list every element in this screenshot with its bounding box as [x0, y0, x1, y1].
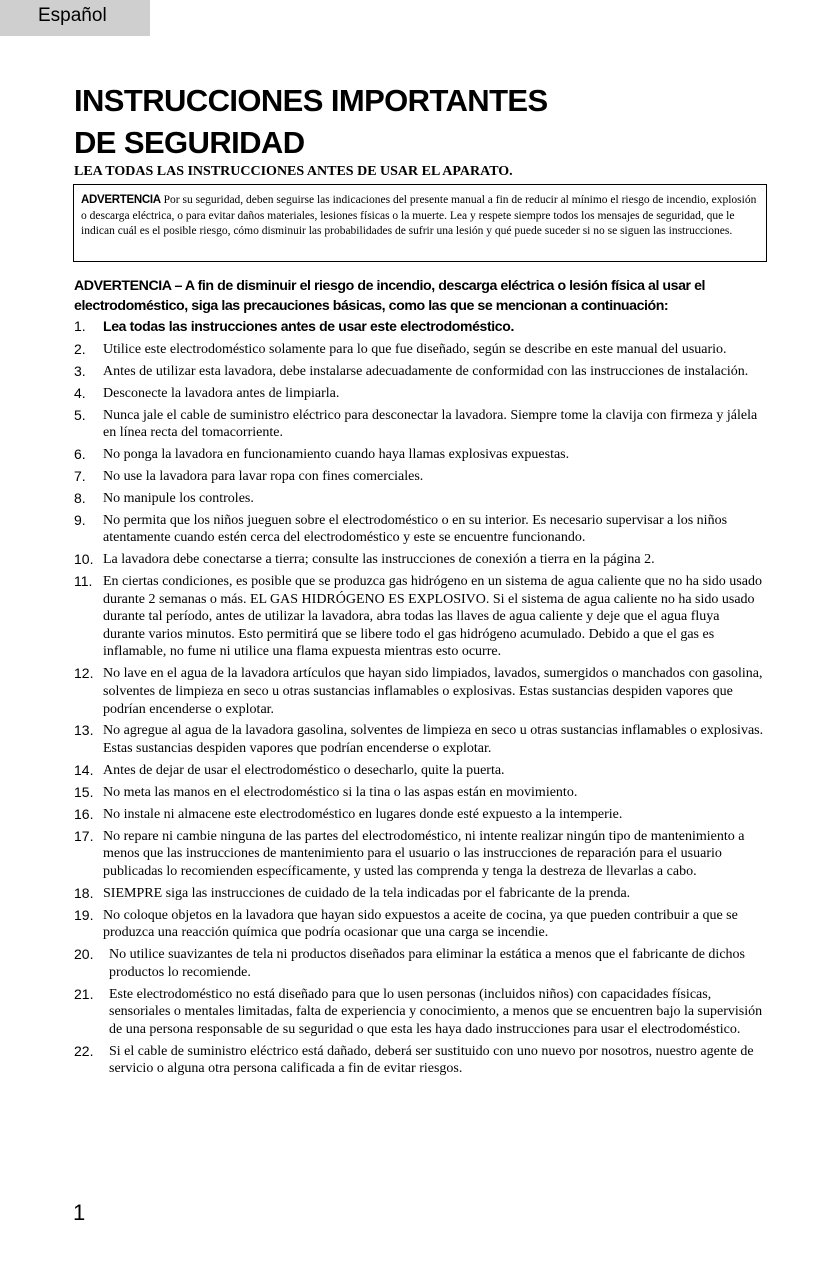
- list-item-text: SIEMPRE siga las instrucciones de cuidado de la tela indicadas por el fabricante de la prenda.: [103, 885, 631, 901]
- page-number: 1: [73, 1200, 86, 1225]
- list-item-text: La lavadora debe conectarse a tierra; consulte las instrucciones de conexión a tierra en la página 2.: [103, 552, 655, 568]
- warning-box: [73, 184, 767, 262]
- list-item-text: No use la lavadora para lavar ropa con fines comerciales.: [103, 468, 424, 484]
- list-item-text: No repare ni cambie ninguna de las partes del electrodoméstico, ni intente realizar ningún tipo de mantenimiento a menos que las instrucciones de mantenimiento para el usuario o las instrucciones de reparación para el usuario publicadas lo recomienden específicamente, y usted las comprenda y tenga la destreza de llevarlas a cabo.: [103, 828, 745, 879]
- list-item-number: 21.: [74, 985, 94, 1002]
- page-subtitle: LEA TODAS LAS INSTRUCCIONES ANTES DE USAR EL APARATO.: [74, 164, 513, 179]
- list-item-text: No meta las manos en el electrodoméstico si la tina o las aspas están en movimiento.: [103, 784, 578, 800]
- list-item-text: Antes de utilizar esta lavadora, debe instalarse adecuadamente de conformidad con las instrucciones de instalación.: [103, 363, 749, 379]
- list-item-text: No coloque objetos en la lavadora que hayan sido expuestos a aceite de cocina, ya que pueden contribuir a que se produzca una reacción química que podría ocasionar que una carga se incendie.: [103, 907, 738, 941]
- list-item: [74, 363, 764, 381]
- list-item-number: 17.: [74, 827, 94, 844]
- language-tab: Español: [0, 0, 150, 36]
- title-line-1: INSTRUCCIONES IMPORTANTES: [74, 83, 548, 118]
- list-item-text: En ciertas condiciones, es posible que se produzca gas hidrógeno en un sistema de agua caliente que no ha sido usado durante 2 semanas o más. EL GAS HIDRÓGENO ES EXPLOSIVO. Si el sistema de agua caliente no ha sido usado durante tal período, antes de utilizar la lavadora, abra todas las llaves de agua caliente y deje que el agua fluya durante varios minutos. Esto permitirá que se libere todo el gas hidrógeno acumulado. Debido a que el gas es inflamable, no fume ni utilice una flama expuesta mientras esto ocurre.: [103, 574, 762, 660]
- list-item-number: 14.: [74, 761, 94, 778]
- list-item-text: Utilice este electrodoméstico solamente para lo que fue diseñado, según se describe en este manual del usuario.: [103, 341, 727, 357]
- list-item-text: No ponga la lavadora en funcionamiento cuando haya llamas explosivas expuestas.: [103, 447, 570, 463]
- list-item: [74, 551, 764, 569]
- list-item: [74, 722, 764, 757]
- list-item: [74, 446, 764, 464]
- list-item-number: 19.: [74, 906, 94, 923]
- instruction-list: [74, 318, 764, 1082]
- list-item: [74, 806, 764, 824]
- list-item-number: 11.: [74, 573, 93, 590]
- list-item-number: 16.: [74, 805, 94, 822]
- list-item-text: Este electrodoméstico no está diseñado para que lo usen personas (incluidos niños) con capacidades físicas, sensoriales o mentales limitadas, falta de experiencia y conocimiento, a menos que se encuentren bajo la supervisión de una persona responsable de su seguridad o que esta les haya dado instrucciones para usar el electrodoméstico.: [109, 986, 763, 1037]
- list-item-number: 6.: [74, 446, 86, 463]
- list-item-number: 20.: [74, 946, 94, 963]
- list-item: [74, 784, 764, 802]
- list-item: [74, 986, 764, 1039]
- list-item-number: 2.: [74, 340, 86, 357]
- list-item-text: No permita que los niños jueguen sobre el electrodoméstico o en su interior. Es necesario supervisar a los niños atentamente cuando estén cerca del electrodoméstico y este se encuentre funcionando.: [103, 512, 728, 546]
- warning-text: Por su seguridad, deben seguirse las indicaciones del presente manual a fin de reducir al mínimo el riesgo de incendio, explosión o descarga eléctrica, o para evitar daños materiales, lesiones físicas o la muerte. Lea y respete siempre todos los mensajes de seguridad, que le indican cuál es el posible riesgo, cómo disminuir las probabilidades de sufrir una lesión y qué puede suceder si no se siguen las instrucciones.: [81, 194, 757, 238]
- list-item: [74, 385, 764, 403]
- list-item-number: 8.: [74, 489, 86, 506]
- list-item: [74, 665, 764, 718]
- list-item-number: 15.: [74, 783, 94, 800]
- list-item-number: 18.: [74, 884, 94, 901]
- list-item-text: Antes de dejar de usar el electrodoméstico o desecharlo, quite la puerta.: [103, 762, 505, 778]
- list-item-number: 22.: [74, 1042, 94, 1059]
- list-item-text: Lea todas las instrucciones antes de usar este electrodoméstico.: [103, 318, 514, 334]
- list-item: [74, 468, 764, 486]
- list-item: [74, 885, 764, 903]
- list-item-number: 5.: [74, 406, 86, 423]
- list-item: [74, 762, 764, 780]
- list-item: [74, 907, 764, 942]
- list-item-text: No lave en el agua de la lavadora artículos que hayan sido limpiados, lavados, sumergidos o manchados con gasolina, solventes de limpieza en seco u otras sustancias inflamables o explosivas. Estas sustancias despiden vapores que podrían encenderse o explotar.: [103, 666, 763, 717]
- list-item-text: Desconecte la lavadora antes de limpiarla.: [103, 385, 340, 401]
- lead-warning: ADVERTENCIA – A fin de disminuir el riesgo de incendio, descarga eléctrica o lesión física al usar el electrodoméstico, siga las precauciones básicas, como las que se mencionan a continuación:: [74, 278, 706, 314]
- list-item: [74, 341, 764, 359]
- title-line-2: DE SEGURIDAD: [74, 125, 305, 160]
- list-item-number: 12.: [74, 665, 94, 682]
- list-item: [74, 490, 764, 508]
- page-title: [74, 80, 548, 164]
- list-item: [74, 512, 764, 547]
- list-item-text: No utilice suavizantes de tela ni productos diseñados para eliminar la estática a menos que el fabricante de dichos productos lo recomiende.: [109, 947, 745, 980]
- list-item-number: 9.: [74, 511, 86, 528]
- list-item-number: 7.: [74, 467, 86, 484]
- list-item-text: Si el cable de suministro eléctrico está dañado, deberá ser sustituido con uno nuevo por nosotros, nuestro agente de servicio o alguna otra persona calificada a fin de evitar riesgos.: [109, 1043, 754, 1077]
- list-item: [74, 318, 764, 337]
- list-item: [74, 407, 764, 442]
- list-item: [74, 946, 764, 981]
- list-item-text: No manipule los controles.: [103, 490, 254, 506]
- list-item-number: 13.: [74, 722, 94, 739]
- list-item-number: 3.: [74, 362, 86, 379]
- list-item-text: Nunca jale el cable de suministro eléctrico para desconectar la lavadora. Siempre tome la clavija con firmeza y jálela en línea recta del tomacorriente.: [103, 407, 758, 441]
- list-item-text: No instale ni almacene este electrodoméstico en lugares donde esté expuesto a la intemperie.: [103, 806, 623, 822]
- list-item-text: No agregue al agua de la lavadora gasolina, solventes de limpieza en seco u otras sustancias inflamables o explosivas. Estas sustancias despiden vapores que podrían encenderse o explotar.: [103, 723, 764, 757]
- warning-label: ADVERTENCIA: [81, 194, 161, 206]
- list-item-number: 4.: [74, 384, 86, 401]
- list-item-number: 10.: [74, 551, 94, 568]
- list-item: [74, 1043, 764, 1078]
- list-item: [74, 828, 764, 881]
- list-item-number: 1.: [74, 318, 86, 334]
- list-item: [74, 573, 764, 661]
